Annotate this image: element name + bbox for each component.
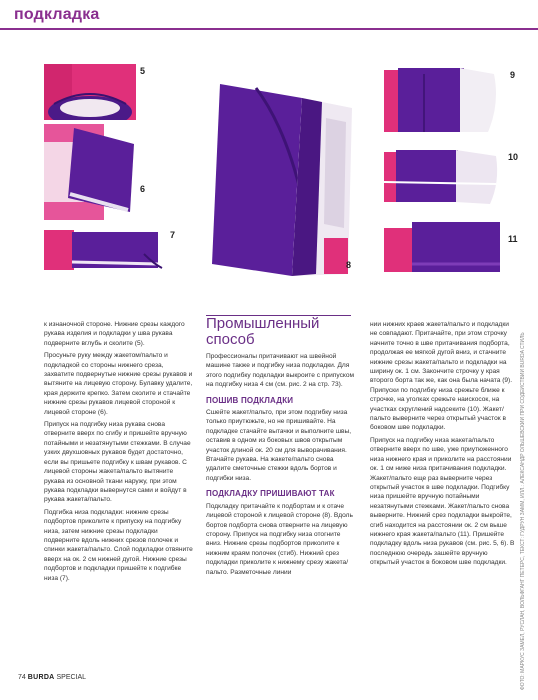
figure-10-number: 10 (508, 152, 519, 162)
figure-9-photo (384, 64, 502, 136)
page-header-title: подкладка (14, 6, 100, 23)
figure-8-photo (206, 78, 358, 282)
page-number: 74 (18, 674, 26, 681)
figure-6-photo (44, 124, 136, 220)
paragraph: Профессионалы притачивают на швейной машине также и подгибку низа подкладки. Для этого подгибку подкладки выкроите с припуском на подгибку низа 4 см (см. рис. 2 на стр. 73). (206, 353, 355, 389)
subheading: ПОШИВ ПОДКЛАДКИ (206, 395, 294, 405)
figure-5-number: 5 (140, 66, 146, 76)
paragraph: Припуск на подгибку низа жакета/пальто отверните вверх по шве, уже приутюженного низа нижнего края и приколите на расстоянии ок. 1 см ниже низа притачивания подкладки. Жакет/пальто еще раз выверните через открытый участок в шве подкладки. Подгибку низа пришейте вручную потайными незатянутыми стежками. Жакет/пальто снова выверните. Нижний срез подкладки выкройте, сгиб находится на расстоянии ок. 2 см выше нижнего края жакета/пальто (11). Пришейте подкладку вдоль низа рукавов (см. рис. 5, 6). В последнюю очередь зашейте вручную открытый участок в боковом шве подкладки. (370, 436, 515, 567)
figure-8-number: 8 (346, 260, 352, 270)
page-footer (18, 674, 86, 681)
paragraph: к изнаночной стороне. Нижние срезы каждого рукава изделия и подкладки у шва рукава подверните вглубь и сколите (5). (44, 321, 185, 347)
figure-5-photo (44, 64, 136, 120)
figure-10-photo (384, 142, 502, 208)
figure-11-number: 11 (508, 234, 518, 244)
paragraph: нии нижних краев жакета/пальто и подкладки не совпадают. Притачайте, при этом строчку начните точно в шве притачивания подборта, продолжая ее мягкой дугой вниз, и стачните нижние срезы жакета/пальто и подкладки на ширину ок. 1 см. Закончите строчку у края второго борта так же, как она была начата (9). Припуски по подгибку низа срежьте ближе к строчке, на уголках срежьте наискосок, на участках скруглений надсеките (10). Жакет/пальто выверните через открытый участок в боковом шве подкладки. (370, 321, 513, 432)
text-column-middle (206, 352, 356, 580)
text-column-left (44, 320, 194, 586)
paragraph: Припуск на подгибку низа рукава снова отверните вверх по сгибу и пришейте вручную потайными и незатянутыми стежками. В случае узких двухшовных рукавов будет достаточно, если вы пришьете подгибку к швам рукавов. С лицевой стороны жакета/пальто вытяните рукава из основной ткани наружу, при этом рукава подкладки вывернутся сами и войдут в рукава жакета/пальто. (44, 421, 191, 504)
paragraph: Просуньте руку между жакетом/пальто и подкладкой со стороны нижнего среза, захватите подвернутые нижние срезы рукавов и вытяните на лицевую сторону. Булавку удалите, края держите крепко. Затем сколите и стачайте нижние срезы рукавов лицевой стороной к лицевой стороне (6). (44, 352, 193, 416)
figure-6-number: 6 (140, 184, 146, 194)
paragraph: Подгибка низа подкладки: нижние срезы подбортов приколите к припуску на подгибку низа, затем нижние срезы подкладки подверните вдоль нижних срезов полочек и спинки жакета/пальто. Слой подкладки отвяните вверх на ок. 2 см нижней дугой. Нижние срезы подбортов и подкладки пришейте к подгибке низа (7). (44, 508, 193, 582)
figure-11-photo (384, 216, 502, 274)
figure-9-number: 9 (510, 70, 516, 80)
footer-special: SPECIAL (56, 674, 87, 681)
figure-7-photo (44, 224, 164, 272)
subheading: ПОДКЛАДКУ ПРИШИВАЮТ ТАК (206, 489, 335, 499)
photo-credit: ФОТО: МАРКУС ЗАМЕЛ, РУСЛАН, ВОЛЬФГАНГ ПЕТЕРС, ТЕКСТ: ГУДРУН ЗАММ, ИЛЛ.: АЛЕКСАНДР ОЛЬШЕВСКИЙ ПРИ СОДЕЙСТВИИ BURDA СТИЛЬ (520, 332, 526, 690)
page-header (0, 0, 538, 30)
footer-brand: BURDA (27, 674, 55, 681)
text-column-right (370, 320, 518, 571)
paragraph: Подкладку притачайте к подбортам и к отаче лицевой стороной к лицевой стороне (8). Вдоль бортов подборта снова отверните на лицевую сторону. Припуск на подгибку низа отогните вниз. Нижние срезы подбортов приколите к нижним краям полочек (стиб). Нижний срез подкладки приколите к нижнему срезу жакета/пальто. Разметочные линии (206, 502, 353, 576)
section-title: Промышленный способ (206, 315, 320, 348)
header-divider (0, 28, 538, 30)
figure-7-number: 7 (170, 230, 176, 240)
paragraph: Сшейте жакет/пальто, при этом подгибку низа только приутюжьте, но не пришивайте. На подкладке стачайте вытачки и выполните швы, оставив в одном из боковых швов открытым участок длиной ок. 20 см для выворачивания. Втачайте рукава. На жакете/пальто снова удалите сметочные стежки вдоль бортов и подгибки низа. (206, 409, 352, 482)
